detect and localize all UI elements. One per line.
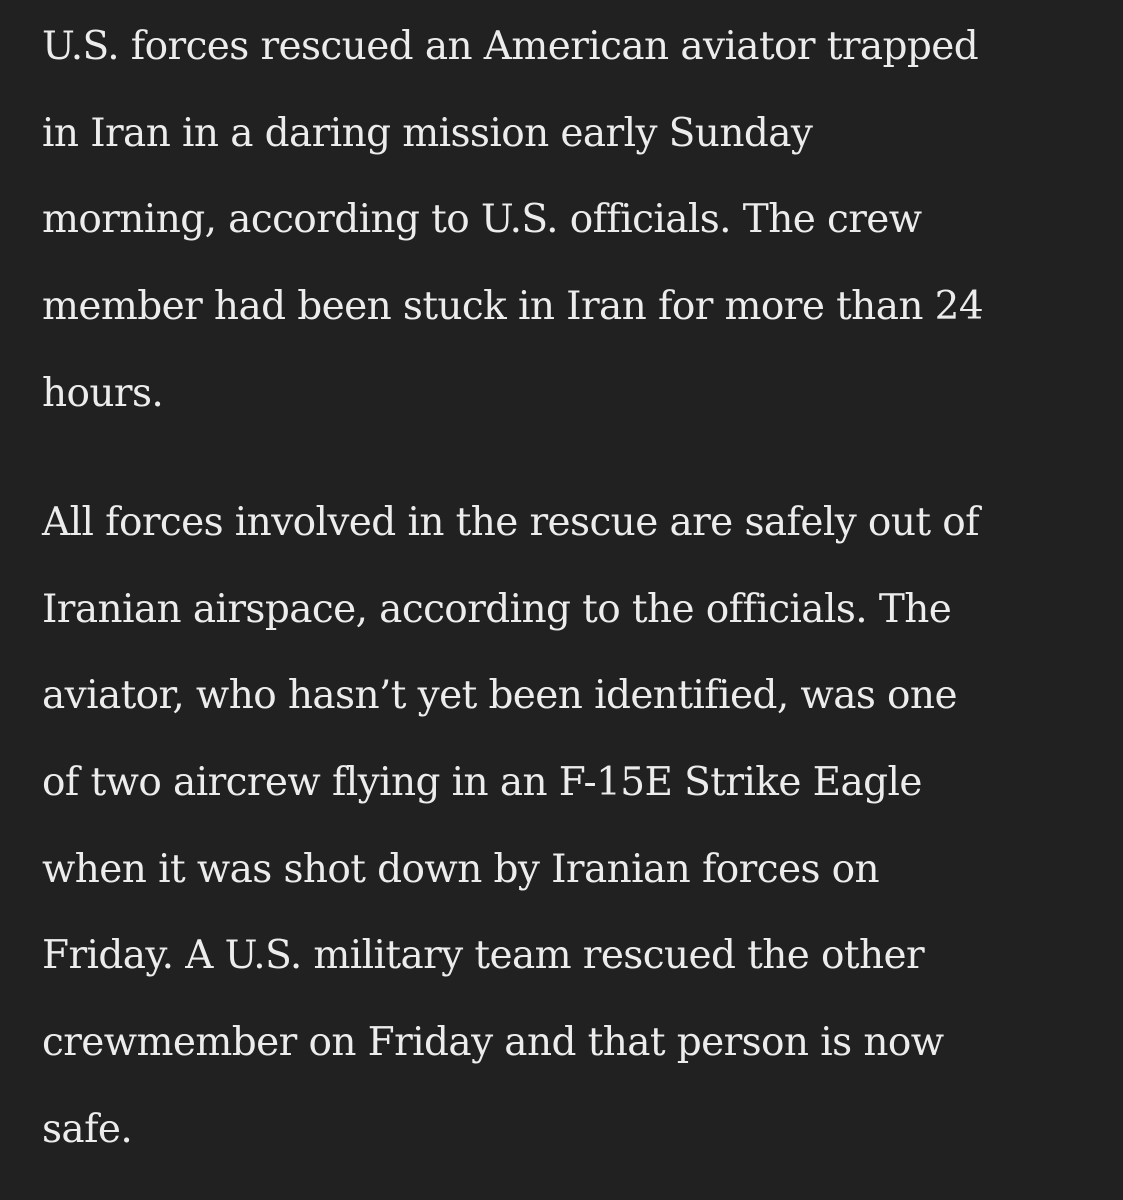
text-line: member had been stuck in Iran for more than 24: [42, 284, 984, 329]
text-line: Iranian airspace, according to the officials. The: [42, 587, 952, 632]
text-line: crewmember on Friday and that person is now: [42, 1020, 944, 1065]
text-line: safe.: [42, 1107, 133, 1152]
text-line: All forces involved in the rescue are safely out of: [42, 500, 979, 545]
text-line: morning, according to U.S. officials. The crew: [42, 197, 922, 242]
text-line: when it was shot down by Iranian forces on: [42, 847, 880, 892]
text-line: aviator, who hasn’t yet been identified, was one: [42, 673, 957, 718]
text-line: Friday. A U.S. military team rescued the other: [42, 933, 924, 978]
text-line: hours.: [42, 371, 164, 416]
text-line: in Iran in a daring mission early Sunday: [42, 111, 813, 156]
text-line: of two aircrew flying in an F-15E Strike Eagle: [42, 760, 922, 805]
text-line: U.S. forces rescued an American aviator trapped: [42, 24, 979, 69]
